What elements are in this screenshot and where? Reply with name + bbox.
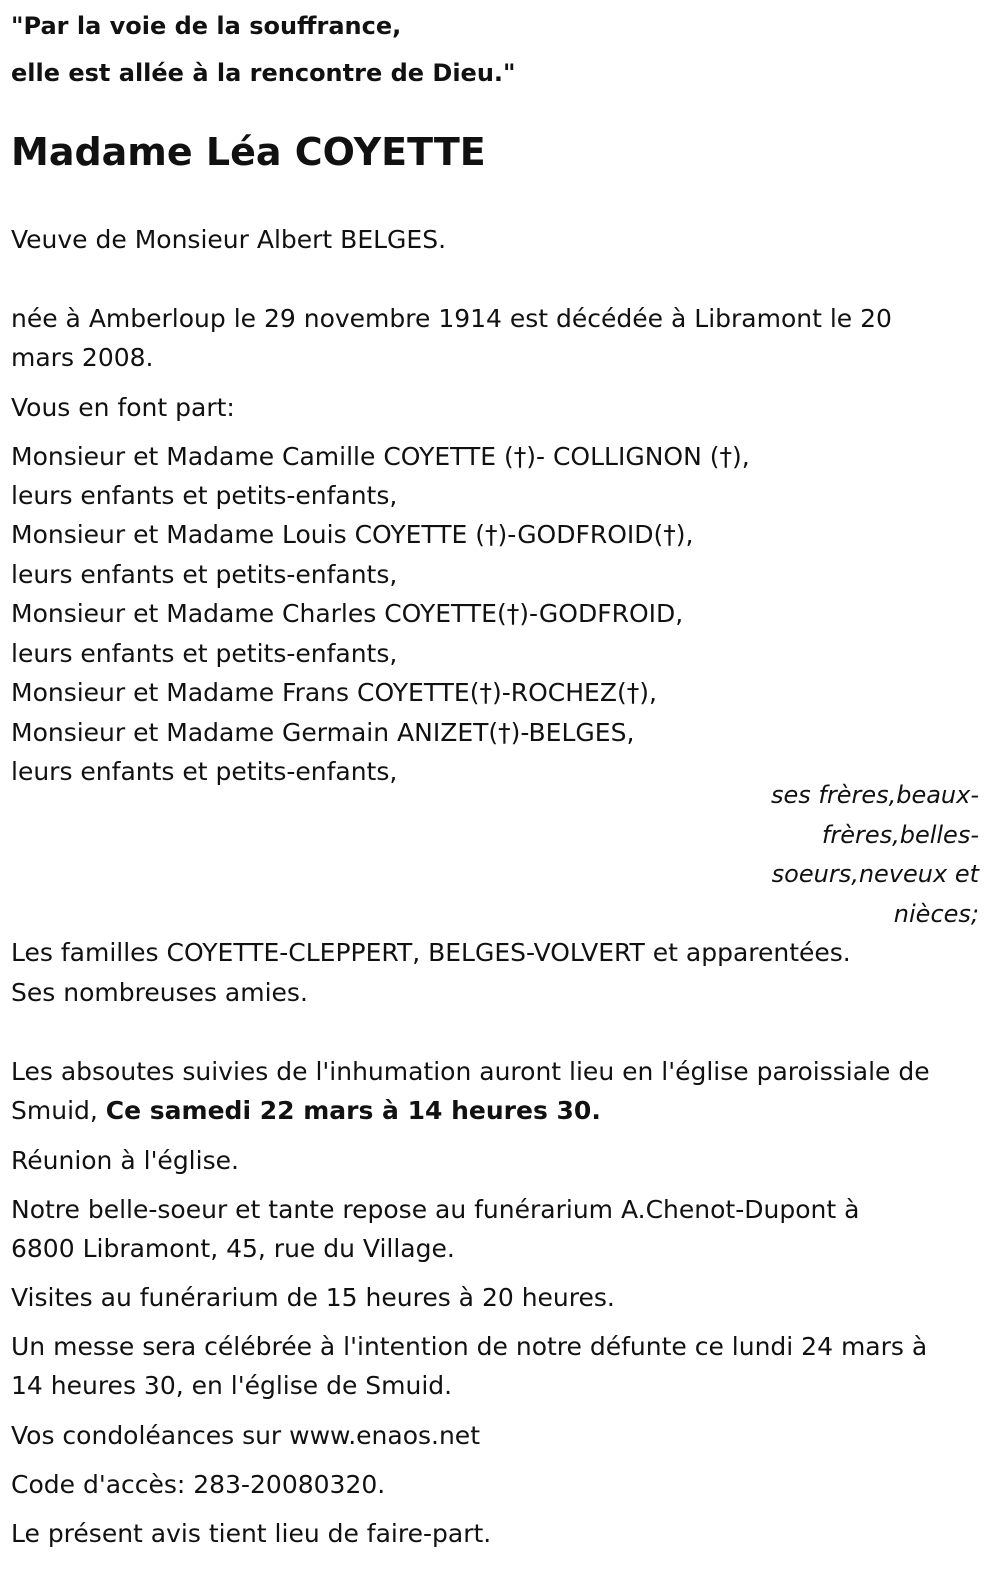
meeting-line: Réunion à l'église.	[11, 1146, 239, 1175]
family-line: leurs enfants et petits-enfants,	[11, 560, 398, 589]
mass-line-1: Un messe sera célébrée à l'intention de notre défunte ce lundi 24 mars à	[11, 1332, 928, 1361]
ceremony-place: Smuid,	[11, 1096, 106, 1125]
family-line: Monsieur et Madame Frans COYETTE(†)-ROCHEZ(†),	[11, 678, 657, 707]
birth-death-line-1: née à Amberloup le 29 novembre 1914 est décédée à Libramont le 20	[11, 304, 892, 333]
family-line: Monsieur et Madame Germain ANIZET(†)-BELGES,	[11, 718, 635, 747]
quote-line-2: elle est allée à la rencontre de Dieu."	[11, 59, 516, 87]
deceased-name: Madame Léa COYETTE	[11, 130, 486, 174]
ceremony-line-1: Les absoutes suivies de l'inhumation auront lieu en l'église paroissiale de	[11, 1057, 930, 1086]
repose-line-2: 6800 Libramont, 45, rue du Village.	[11, 1234, 455, 1263]
ceremony-line-2	[11, 1091, 601, 1130]
family-line: leurs enfants et petits-enfants,	[11, 481, 398, 510]
families-line: Les familles COYETTE-CLEPPERT, BELGES-VOLVERT et apparentées.	[11, 938, 851, 967]
repose-line-1: Notre belle-soeur et tante repose au funérarium A.Chenot-Dupont à	[11, 1195, 860, 1224]
siblings-note: ses frères,beaux-frères,belles-soeurs,neveux et nièces;	[770, 781, 979, 928]
birth-death-line-2: mars 2008.	[11, 343, 154, 372]
visits-line: Visites au funérarium de 15 heures à 20 heures.	[11, 1283, 615, 1312]
family-line: Monsieur et Madame Camille COYETTE (†)- COLLIGNON (†),	[11, 442, 750, 471]
announcement-intro: Vous en font part:	[11, 393, 235, 422]
widow-line: Veuve de Monsieur Albert BELGES.	[11, 225, 447, 254]
friends-line: Ses nombreuses amies.	[11, 978, 308, 1007]
access-code-line: Code d'accès: 283-20080320.	[11, 1470, 386, 1499]
quote-line-1: "Par la voie de la souffrance,	[11, 12, 402, 40]
condolences-line: Vos condoléances sur www.enaos.net	[11, 1421, 480, 1450]
family-line: leurs enfants et petits-enfants,	[11, 639, 398, 668]
family-line: Monsieur et Madame Charles COYETTE(†)-GODFROID,	[11, 599, 684, 628]
family-line: Monsieur et Madame Louis COYETTE (†)-GODFROID(†),	[11, 520, 694, 549]
notice-line: Le présent avis tient lieu de faire-part.	[11, 1519, 492, 1548]
mass-line-2: 14 heures 30, en l'église de Smuid.	[11, 1371, 453, 1400]
family-line: leurs enfants et petits-enfants,	[11, 757, 398, 786]
ceremony-time: Ce samedi 22 mars à 14 heures 30.	[105, 1096, 601, 1125]
